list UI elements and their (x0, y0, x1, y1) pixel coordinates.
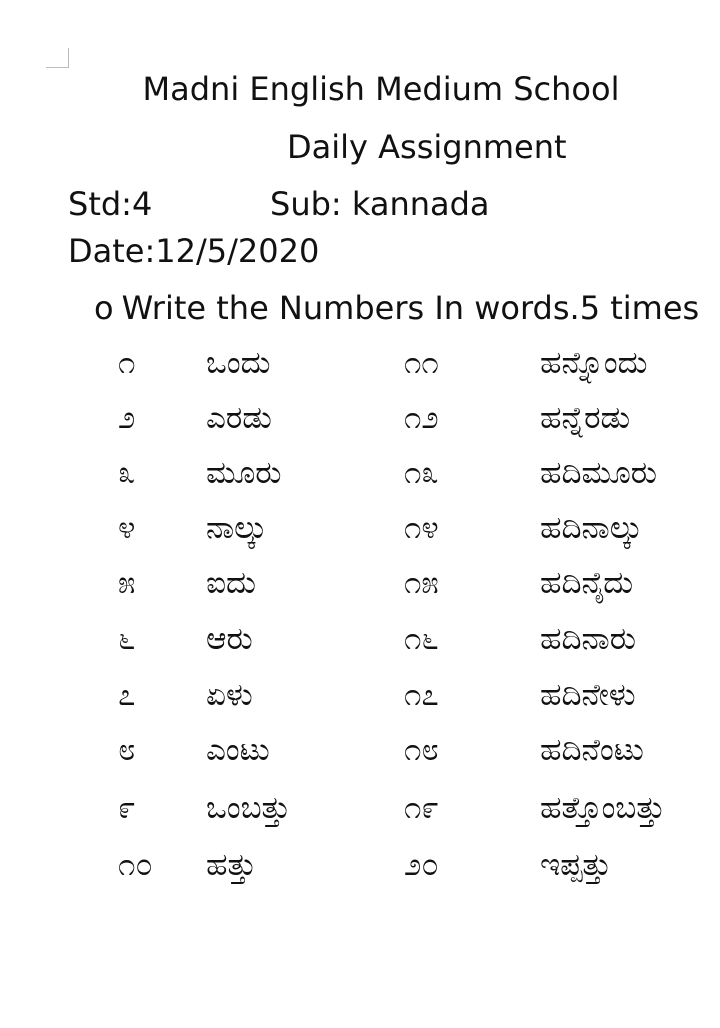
word-cell: ಹದಿನೈದು (540, 565, 634, 601)
numeral-cell: ೩ (118, 455, 136, 491)
table-row (0, 558, 720, 614)
school-name: Madni English Medium School (142, 70, 620, 108)
numeral-cell: ೧ (118, 345, 136, 381)
word-cell: ಹದಿನಾಲ್ಕು (540, 510, 643, 546)
numeral-cell: ೧೫ (404, 565, 439, 601)
table-row (0, 503, 720, 559)
word-cell: ಐದು (206, 565, 256, 601)
word-cell: ನಾಲ್ಕು (206, 510, 268, 546)
instruction-line (94, 288, 699, 328)
word-cell: ಹದಿಮೂರು (540, 455, 658, 491)
table-row (0, 725, 720, 781)
word-cell: ಹತ್ತೊಂಬತ್ತು (540, 790, 666, 826)
numeral-cell: ೫ (118, 565, 136, 601)
assignment-title: Daily Assignment (287, 128, 567, 166)
numeral-cell: ೧೦ (118, 847, 153, 883)
word-cell: ಒಂದು (206, 345, 271, 381)
table-row (0, 338, 720, 394)
numeral-cell: ೪ (118, 510, 136, 546)
word-cell: ಹನ್ನೊಂದು (540, 345, 648, 381)
standard-label: Std:4 (68, 185, 153, 223)
numeral-cell: ೨೦ (404, 847, 439, 883)
word-cell: ಒಂಬತ್ತು (206, 790, 291, 826)
subject-label: Sub: kannada (270, 185, 490, 223)
word-cell: ಆರು (206, 621, 253, 657)
numeral-cell: ೧೯ (404, 790, 439, 826)
instruction-text: Write the Numbers In words.5 times (121, 289, 700, 327)
word-cell: ಇಪ್ಪತ್ತು (540, 847, 612, 883)
numeral-cell: ೨ (118, 400, 136, 436)
table-row (0, 448, 720, 504)
bullet-icon: o (94, 289, 114, 327)
table-row (0, 783, 720, 839)
numeral-cell: ೬ (118, 621, 136, 657)
numeral-cell: ೮ (118, 732, 136, 768)
numeral-cell: ೯ (118, 790, 136, 826)
word-cell: ಎರಡು (206, 400, 272, 436)
page-corner-mark (46, 48, 69, 68)
numeral-cell: ೭ (118, 677, 136, 713)
date-label: Date:12/5/2020 (68, 232, 320, 270)
numeral-cell: ೧೭ (404, 677, 439, 713)
word-cell: ಹನ್ನೆರಡು (540, 400, 631, 436)
word-cell: ಏಳು (206, 677, 253, 713)
table-row (0, 840, 720, 896)
word-cell: ಎಂಟು (206, 732, 270, 768)
word-cell: ಹದಿನೆಂಟು (540, 732, 644, 768)
table-row (0, 393, 720, 449)
word-cell: ಮೂರು (206, 455, 282, 491)
numeral-cell: ೧೮ (404, 732, 439, 768)
numeral-cell: ೧೬ (404, 621, 439, 657)
numeral-cell: ೧೪ (404, 510, 439, 546)
numeral-cell: ೧೨ (404, 400, 439, 436)
table-row (0, 614, 720, 670)
word-cell: ಹತ್ತು (206, 847, 257, 883)
numeral-cell: ೧೩ (404, 455, 439, 491)
word-cell: ಹದಿನೇಳು (540, 677, 636, 713)
word-cell: ಹದಿನಾರು (540, 621, 636, 657)
numeral-cell: ೧೧ (404, 345, 439, 381)
table-row (0, 670, 720, 726)
